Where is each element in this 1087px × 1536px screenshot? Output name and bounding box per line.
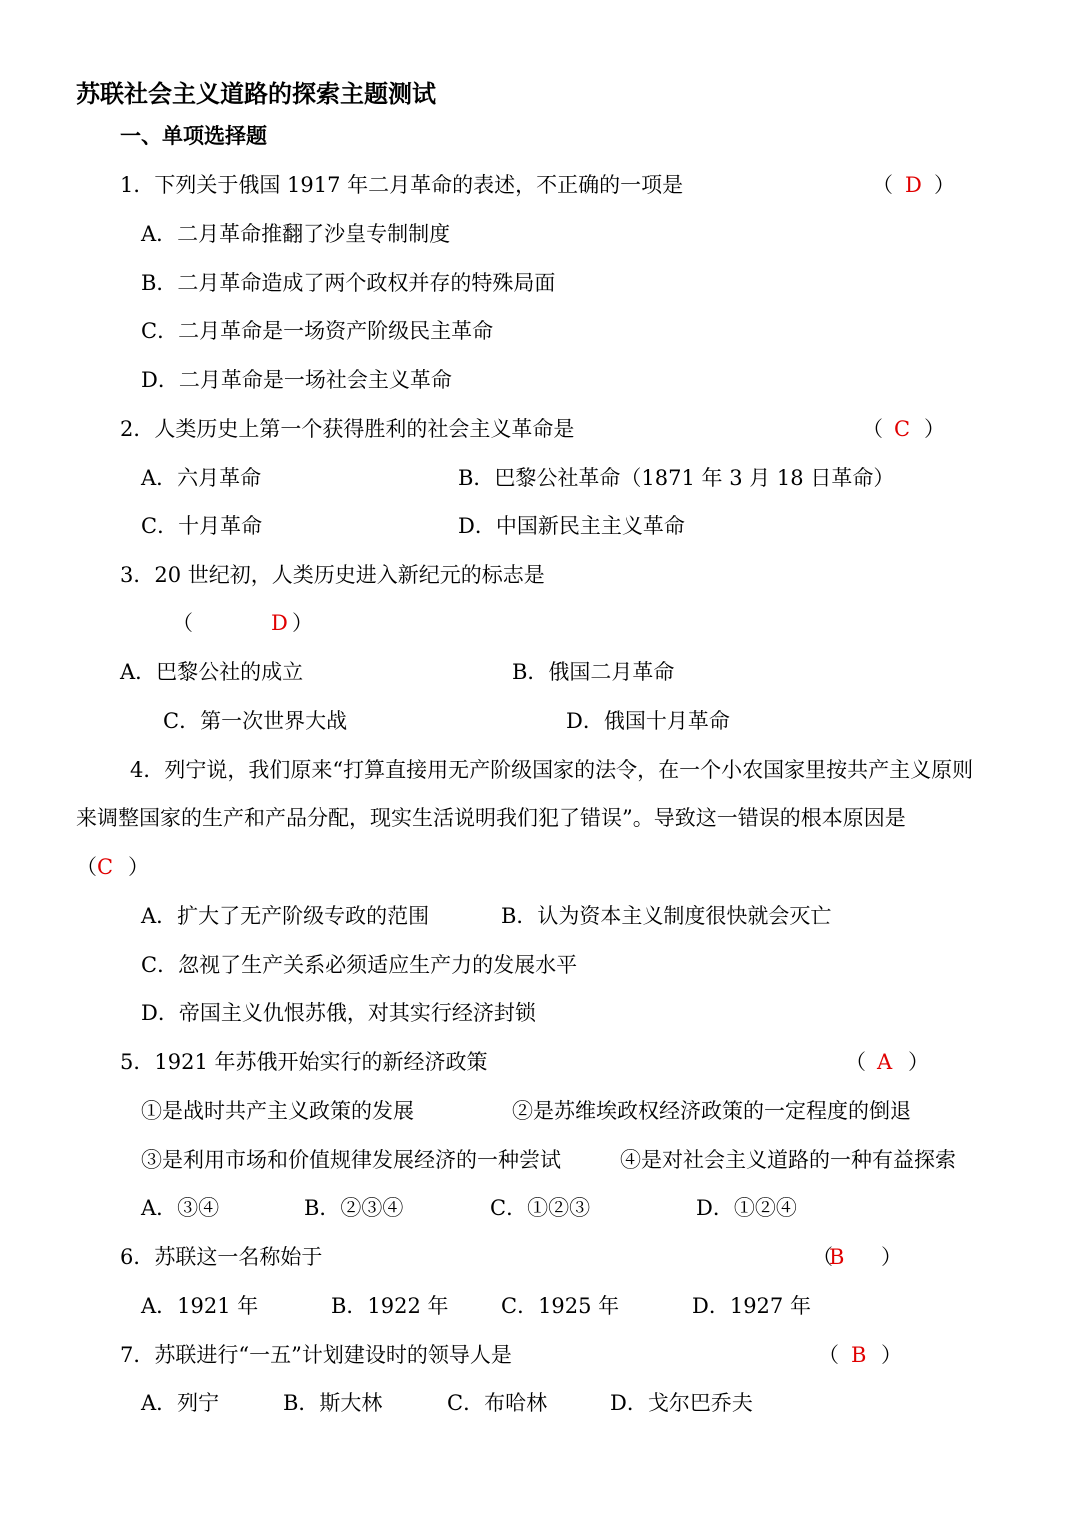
option-b: B．②③④ xyxy=(304,1196,404,1220)
answer-open-paren: （ xyxy=(812,1245,833,1269)
question-stem: 6．苏联这一名称始于 xyxy=(120,1245,323,1269)
option-a: A．1921 年 xyxy=(141,1294,259,1318)
option-c: C．忽视了生产关系必须适应生产力的发展水平 xyxy=(141,953,578,977)
option-c: C．二月革命是一场资产阶级民主革命 xyxy=(141,319,494,343)
answer-mark: A xyxy=(877,1050,893,1074)
statement-4: ④是对社会主义道路的一种有益探索 xyxy=(620,1148,956,1172)
question-stem: 1．下列关于俄国 1917 年二月革命的表述，不正确的一项是 xyxy=(120,173,684,197)
answer-close-paren: ） xyxy=(924,417,945,441)
section-heading: 一、单项选择题 xyxy=(120,124,267,148)
question-stem-line-2: 来调整国家的生产和产品分配，现实生活说明我们犯了错误”。导致这一错误的根本原因是 xyxy=(76,806,906,830)
answer-open-paren: （ xyxy=(818,1343,839,1367)
option-d: D．①②④ xyxy=(696,1196,797,1220)
answer-close-paren: ） xyxy=(128,855,149,879)
statement-3: ③是利用市场和价值规律发展经济的一种尝试 xyxy=(141,1148,561,1172)
option-d: D．戈尔巴乔夫 xyxy=(610,1391,753,1415)
option-a: A．列宁 xyxy=(141,1391,220,1415)
statement-2: ②是苏维埃政权经济政策的一定程度的倒退 xyxy=(512,1099,911,1123)
option-d: D．帝国主义仇恨苏俄，对其实行经济封锁 xyxy=(141,1001,536,1025)
option-b: B．斯大林 xyxy=(283,1391,383,1415)
option-c: C．1925 年 xyxy=(501,1294,620,1318)
option-c: C．第一次世界大战 xyxy=(163,709,348,733)
answer-mark: C xyxy=(97,855,114,879)
question-stem: 5．1921 年苏俄开始实行的新经济政策 xyxy=(120,1050,488,1074)
question-stem: 2．人类历史上第一个获得胜利的社会主义革命是 xyxy=(120,417,575,441)
option-a: A．二月革命推翻了沙皇专制制度 xyxy=(141,222,451,246)
answer-close-paren: ） xyxy=(881,1343,902,1367)
answer-close-paren: ） xyxy=(908,1050,929,1074)
option-b: B．巴黎公社革命（1871 年 3 月 18 日革命） xyxy=(458,466,895,490)
option-d: D．俄国十月革命 xyxy=(566,709,730,733)
option-d: D．中国新民主主义革命 xyxy=(458,514,685,538)
answer-mark: D xyxy=(905,173,922,197)
option-b: B．认为资本主义制度很快就会灭亡 xyxy=(501,904,832,928)
statement-1: ①是战时共产主义政策的发展 xyxy=(141,1099,414,1123)
answer-open-paren: （ xyxy=(845,1050,866,1074)
answer-open-paren: （ xyxy=(872,173,893,197)
answer-open-paren: （ xyxy=(76,855,97,879)
doc-title: 苏联社会主义道路的探索主题测试 xyxy=(76,80,436,108)
answer-mark: B xyxy=(829,1245,845,1269)
option-c: C．十月革命 xyxy=(141,514,263,538)
option-c: C．布哈林 xyxy=(447,1391,548,1415)
option-a: A．③④ xyxy=(141,1196,220,1220)
option-b: B．俄国二月革命 xyxy=(512,660,675,684)
option-c: C．①②③ xyxy=(490,1196,591,1220)
option-a: A．六月革命 xyxy=(141,466,262,490)
answer-mark: B xyxy=(851,1343,867,1367)
answer-mark: D xyxy=(271,611,288,635)
answer-mark: C xyxy=(894,417,911,441)
question-stem: 7．苏联进行“一五”计划建设时的领导人是 xyxy=(120,1343,512,1367)
question-stem: 3．20 世纪初，人类历史进入新纪元的标志是 xyxy=(120,563,545,587)
option-d: D．1927 年 xyxy=(692,1294,811,1318)
option-d: D．二月革命是一场社会主义革命 xyxy=(141,368,452,392)
answer-close-paren: ） xyxy=(292,611,313,635)
answer-close-paren: ） xyxy=(934,173,955,197)
answer-open-paren: （ xyxy=(862,417,883,441)
option-b: B．二月革命造成了两个政权并存的特殊局面 xyxy=(141,271,556,295)
answer-open-paren: （ xyxy=(172,611,193,635)
answer-close-paren: ） xyxy=(881,1245,902,1269)
option-b: B．1922 年 xyxy=(331,1294,449,1318)
option-a: A．巴黎公社的成立 xyxy=(120,660,304,684)
option-a: A．扩大了无产阶级专政的范围 xyxy=(141,904,430,928)
question-stem-line-1: 4．列宁说，我们原来“打算直接用无产阶级国家的法令，在一个小农国家里按共产主义原则 xyxy=(130,758,974,782)
